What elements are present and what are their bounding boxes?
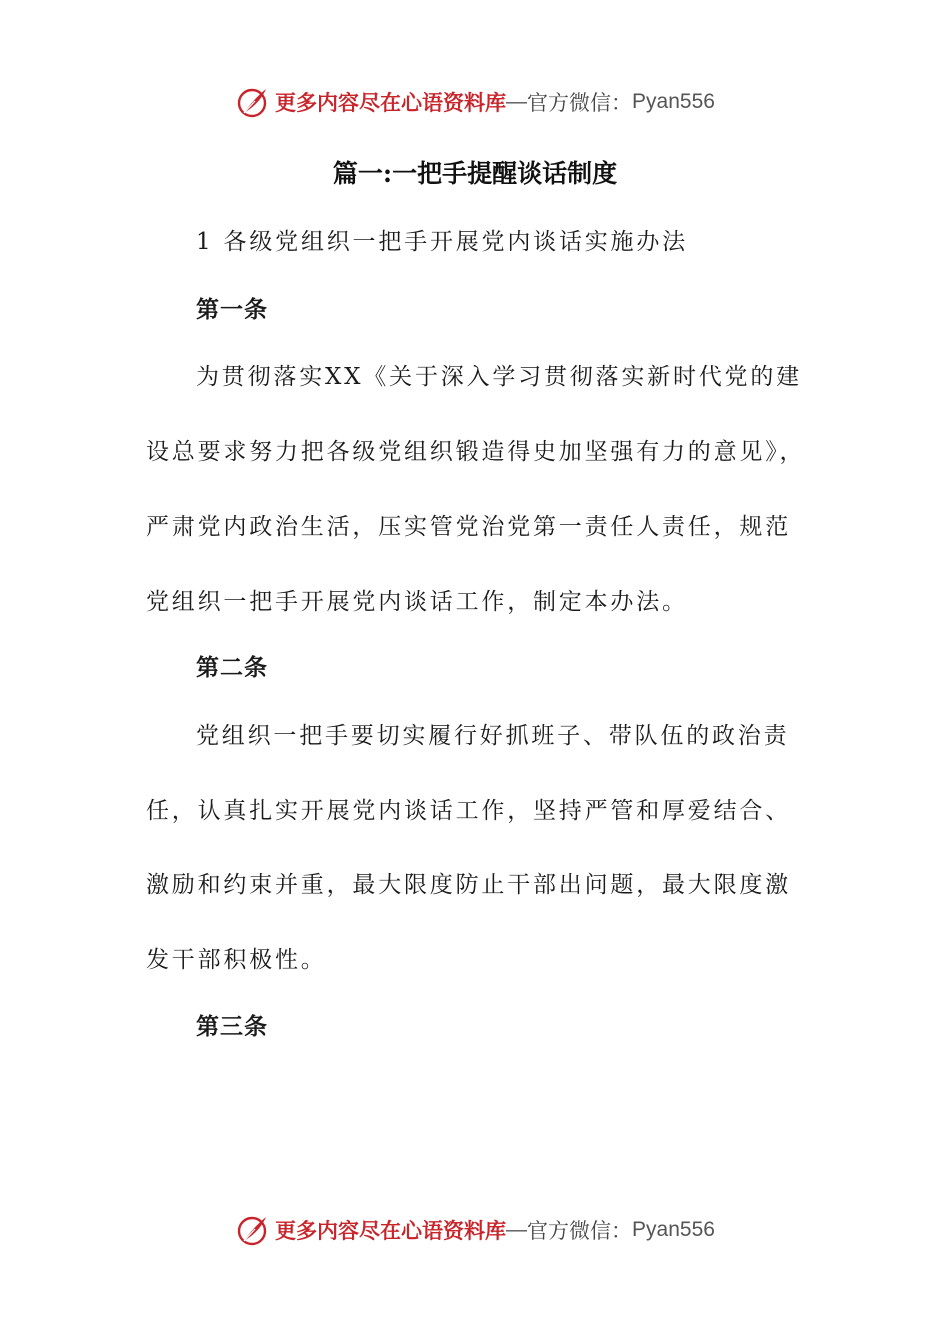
banner-dash: —	[506, 90, 528, 113]
article-2-line: 发干部积极性。	[146, 947, 327, 973]
header-banner	[0, 80, 950, 124]
article-1-line: 设总要求努力把各级党组织锻造得史加坚强有力的意见》，	[146, 439, 806, 465]
footer-banner-text	[275, 1215, 715, 1245]
article-1-line: 为贯彻落实XX《关于深入学习贯彻落实新时代党的建	[196, 364, 802, 390]
section-heading: 1 各级党组织一把手开展党内谈话实施办法	[196, 229, 688, 255]
banner-wechat-id: Pyan556	[632, 1218, 715, 1241]
article-1-line: 党组织一把手开展党内谈话工作，制定本办法。	[146, 589, 688, 615]
banner-red-text: 更多内容尽在心语资料库	[275, 90, 507, 115]
banner-grey-text: 官方微信：	[527, 1219, 633, 1243]
article-2-title: 第二条	[196, 654, 268, 681]
quill-logo-icon	[235, 1212, 271, 1248]
header-banner-text	[275, 87, 715, 117]
quill-logo-icon	[235, 84, 271, 120]
banner-wechat-id: Pyan556	[632, 90, 715, 113]
banner-dash: —	[506, 1218, 528, 1241]
article-3-title: 第三条	[196, 1013, 268, 1040]
article-1-title: 第一条	[196, 296, 268, 323]
article-2-line: 激励和约束并重，最大限度防止干部出问题，最大限度激	[146, 872, 791, 898]
document-title: 篇一:一把手提醒谈话制度	[332, 159, 618, 188]
banner-red-text: 更多内容尽在心语资料库	[275, 1218, 507, 1243]
article-1-line: 严肃党内政治生活，压实管党治党第一责任人责任，规范	[146, 514, 791, 540]
article-2-line: 任，认真扎实开展党内谈话工作，坚持严管和厚爱结合、	[146, 798, 791, 824]
article-2-line: 党组织一把手要切实履行好抓班子、带队伍的政治责	[196, 723, 790, 749]
footer-banner	[0, 1208, 950, 1252]
banner-grey-text: 官方微信：	[527, 91, 633, 115]
